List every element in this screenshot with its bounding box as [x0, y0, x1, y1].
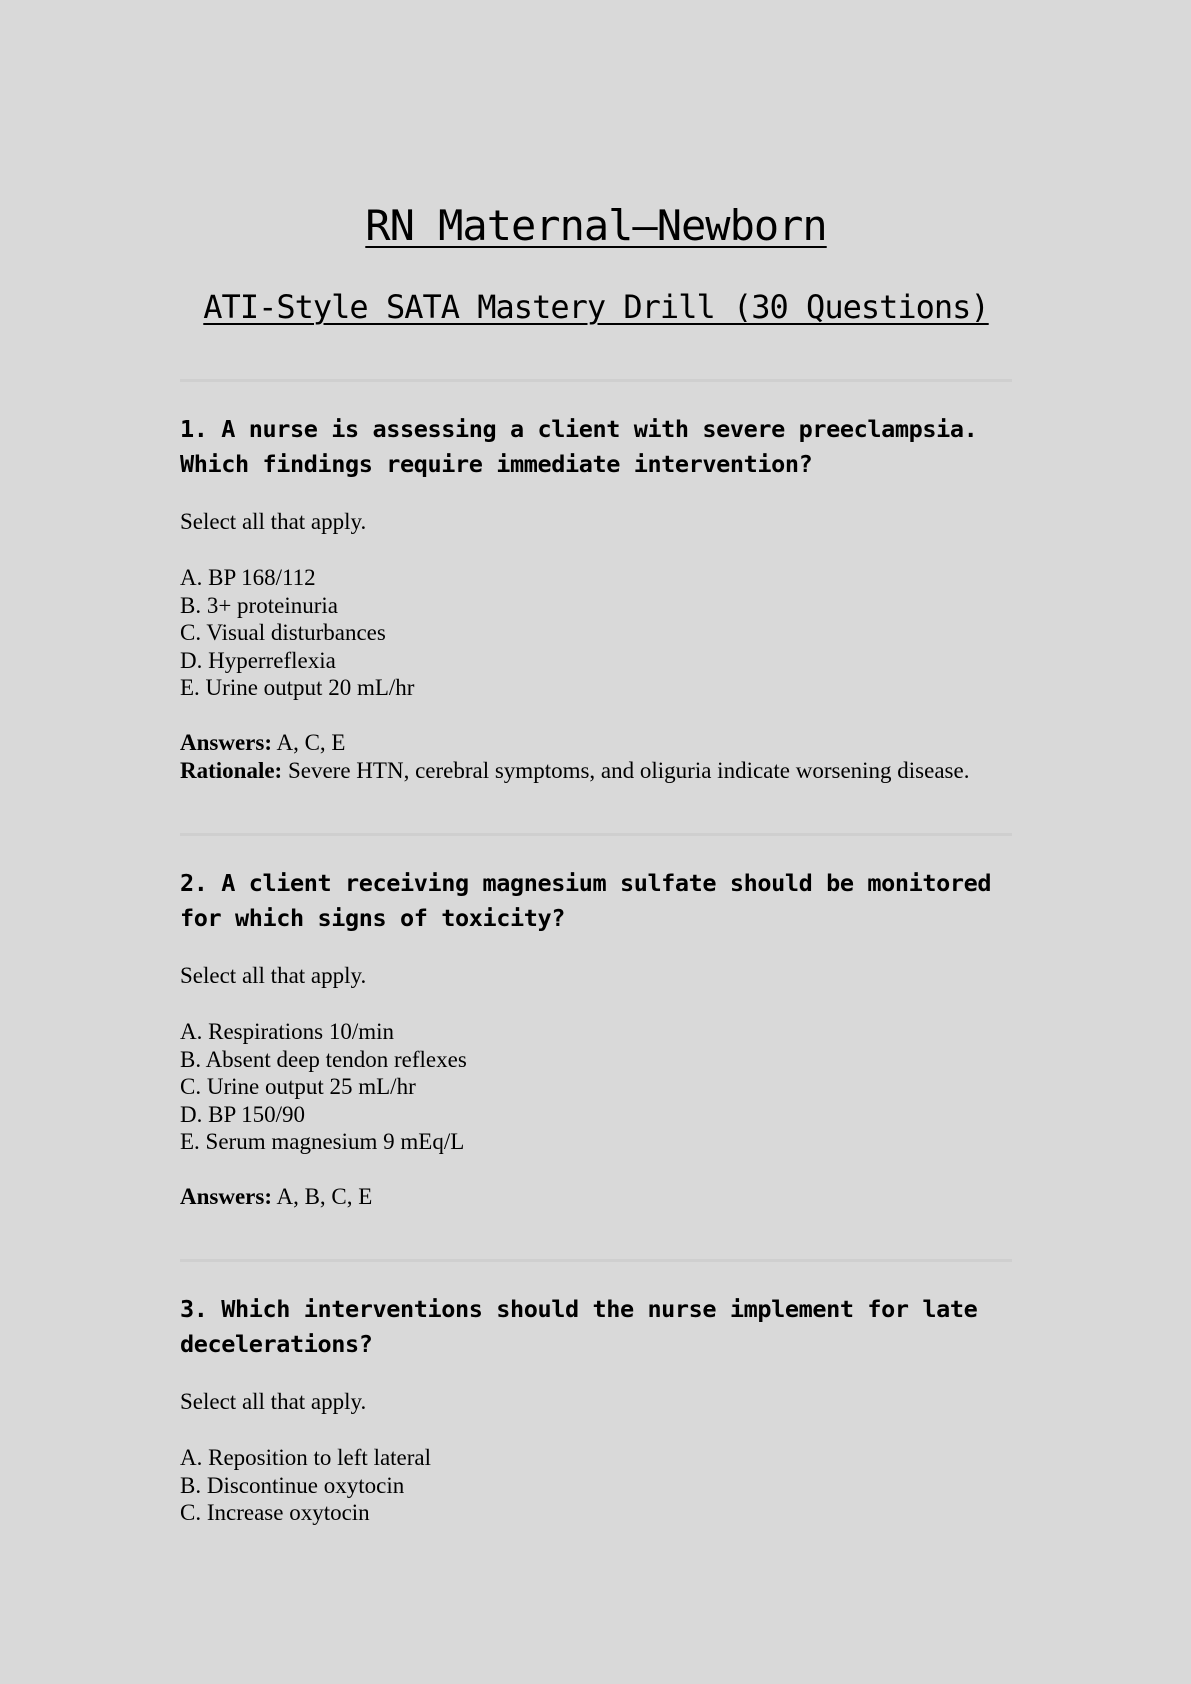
- question-2-option-a: A. Respirations 10/min: [180, 1019, 395, 1044]
- question-1-answer-block: [180, 729, 1012, 785]
- question-2-text: 2. A client receiving magnesium sulfate should be monitored for which signs of toxicity?: [180, 869, 992, 932]
- answers-label: Answers:: [180, 729, 272, 755]
- question-3: [180, 1292, 1012, 1527]
- question-2: [180, 866, 1012, 1211]
- question-3-text: 3. Which interventions should the nurse implement for late decelerations?: [180, 1295, 978, 1358]
- question-1-rationale: [180, 757, 1012, 785]
- question-1: [180, 412, 1012, 785]
- question-3-options: [180, 1444, 1012, 1527]
- answers-label: Answers:: [180, 1183, 272, 1209]
- question-3-option-b: B. Discontinue oxytocin: [180, 1472, 405, 1498]
- answers-value: A, B, C, E: [276, 1183, 373, 1209]
- question-1-option-e: E. Urine output 20 mL/hr: [180, 675, 415, 701]
- question-3-option-c: C. Increase oxytocin: [180, 1500, 370, 1526]
- question-2-option-b: B. Absent deep tendon reflexes: [180, 1046, 467, 1072]
- question-1-option-a: A. BP 168/112: [180, 565, 316, 590]
- section-divider: [180, 833, 1012, 836]
- question-2-answer-block: [180, 1183, 1012, 1211]
- answers-value: A, C, E: [276, 729, 346, 755]
- question-2-option-d: D. BP 150/90: [180, 1101, 306, 1127]
- section-divider: [180, 379, 1012, 382]
- question-1-option-c: C. Visual disturbances: [180, 620, 386, 646]
- rationale-text: Severe HTN, cerebral symptoms, and oliguria indicate worsening disease.: [287, 757, 970, 783]
- section-divider: [180, 1259, 1012, 1262]
- question-2-options: [180, 1018, 1012, 1156]
- question-1-instruction: Select all that apply.: [180, 509, 367, 534]
- question-2-instruction: Select all that apply.: [180, 963, 367, 988]
- document-title: RN Maternal–Newborn: [365, 201, 827, 250]
- question-3-instruction: Select all that apply.: [180, 1389, 367, 1414]
- rationale-label: Rationale:: [180, 757, 283, 783]
- question-2-option-e: E. Serum magnesium 9 mEq/L: [180, 1129, 465, 1155]
- question-1-option-d: D. Hyperreflexia: [180, 647, 336, 673]
- question-1-option-b: B. 3+ proteinuria: [180, 592, 338, 618]
- question-2-answers: [180, 1183, 1012, 1211]
- question-1-text: 1. A nurse is assessing a client with severe preeclampsia. Which findings require immediate intervention?: [180, 415, 978, 478]
- question-3-option-a: A. Reposition to left lateral: [180, 1445, 432, 1470]
- question-1-answers: [180, 729, 1012, 757]
- question-2-option-c: C. Urine output 25 mL/hr: [180, 1074, 416, 1100]
- document-subtitle: ATI-Style SATA Mastery Drill (30 Questions): [203, 288, 989, 326]
- question-1-options: [180, 564, 1012, 702]
